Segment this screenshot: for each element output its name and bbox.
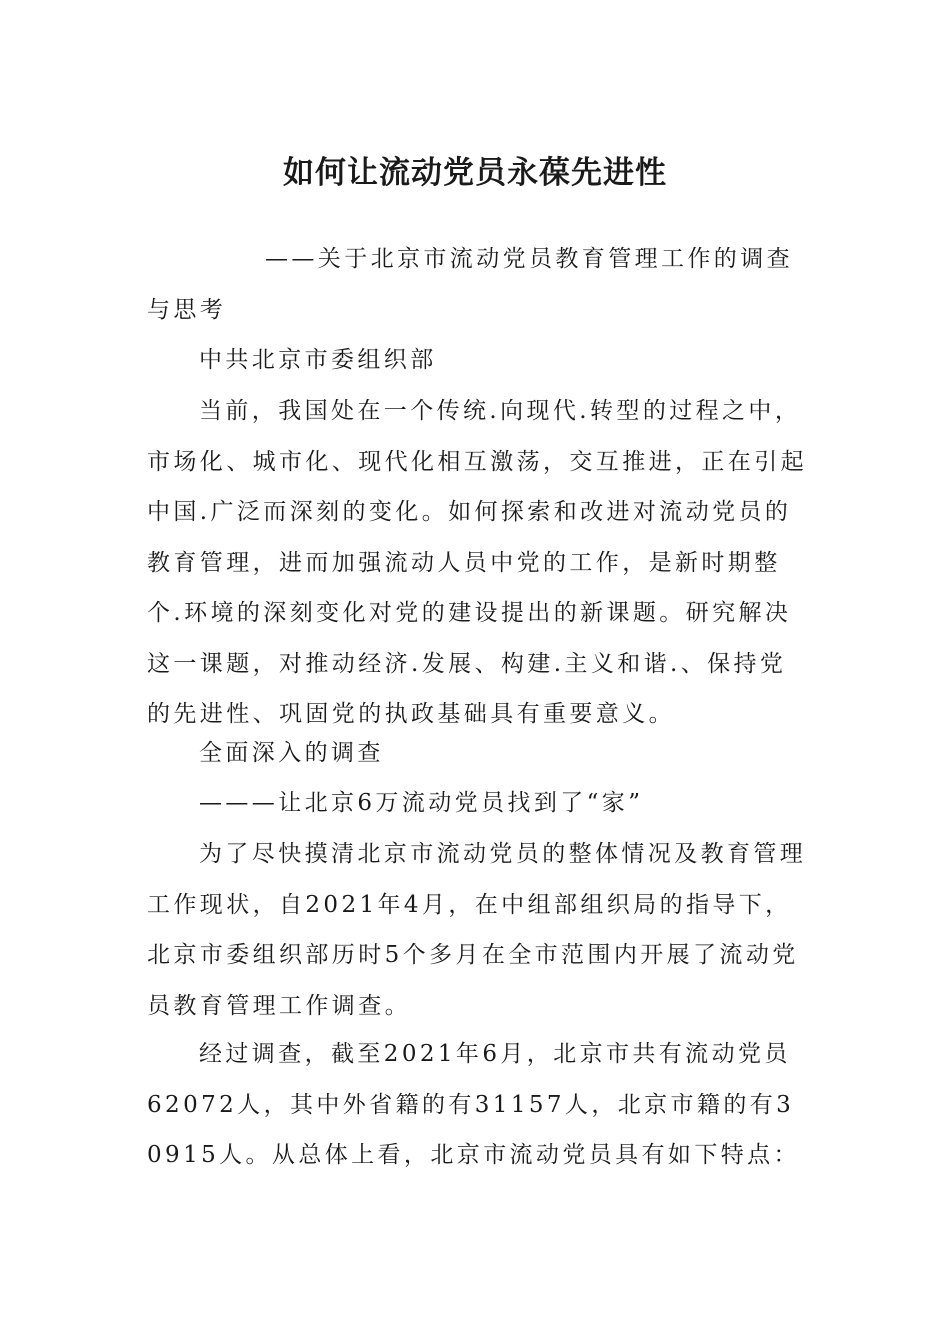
document-title: 如何让流动党员永葆先进性 bbox=[283, 154, 667, 191]
section-heading: 全面深入的调查 bbox=[199, 740, 384, 766]
section-subheading: ———让北京6万流动党员找到了“家” bbox=[199, 790, 644, 816]
author-organization: 中共北京市委组织部 bbox=[199, 347, 437, 373]
document-subtitle: ——关于北京市流动党员教育管理工作的调查与思考 bbox=[147, 246, 793, 323]
paragraph-statistics: 经过调查，截至2021年6月，北京市共有流动党员62072人，其中外省籍的有31157人，北京市籍的有30915人。从总体上看，北京市流动党员具有如下特点： bbox=[147, 1041, 800, 1168]
paragraph-survey: 为了尽快摸清北京市流动党员的整体情况及教育管理工作现状，自2021年4月，在中组部组织局的指导下，北京市委组织部历时5个多月在全市范围内开展了流动党员教育管理工作调查。 bbox=[147, 841, 807, 1019]
paragraph-intro: 当前，我国处在一个传统.向现代.转型的过程之中，市场化、城市化、现代化相互激荡，交互推进，正在引起中国.广泛而深刻的变化。如何探索和改进对流动党员的教育管理，进而加强流动人员中党的工作，是新时期整个.环境的深刻变化对党的建设提出的新课题。研究解决这一课题，对推动经济.发展、构建.主义和谐.、保持党的先进性、巩固党的执政基础具有重要意义。 bbox=[147, 398, 807, 727]
